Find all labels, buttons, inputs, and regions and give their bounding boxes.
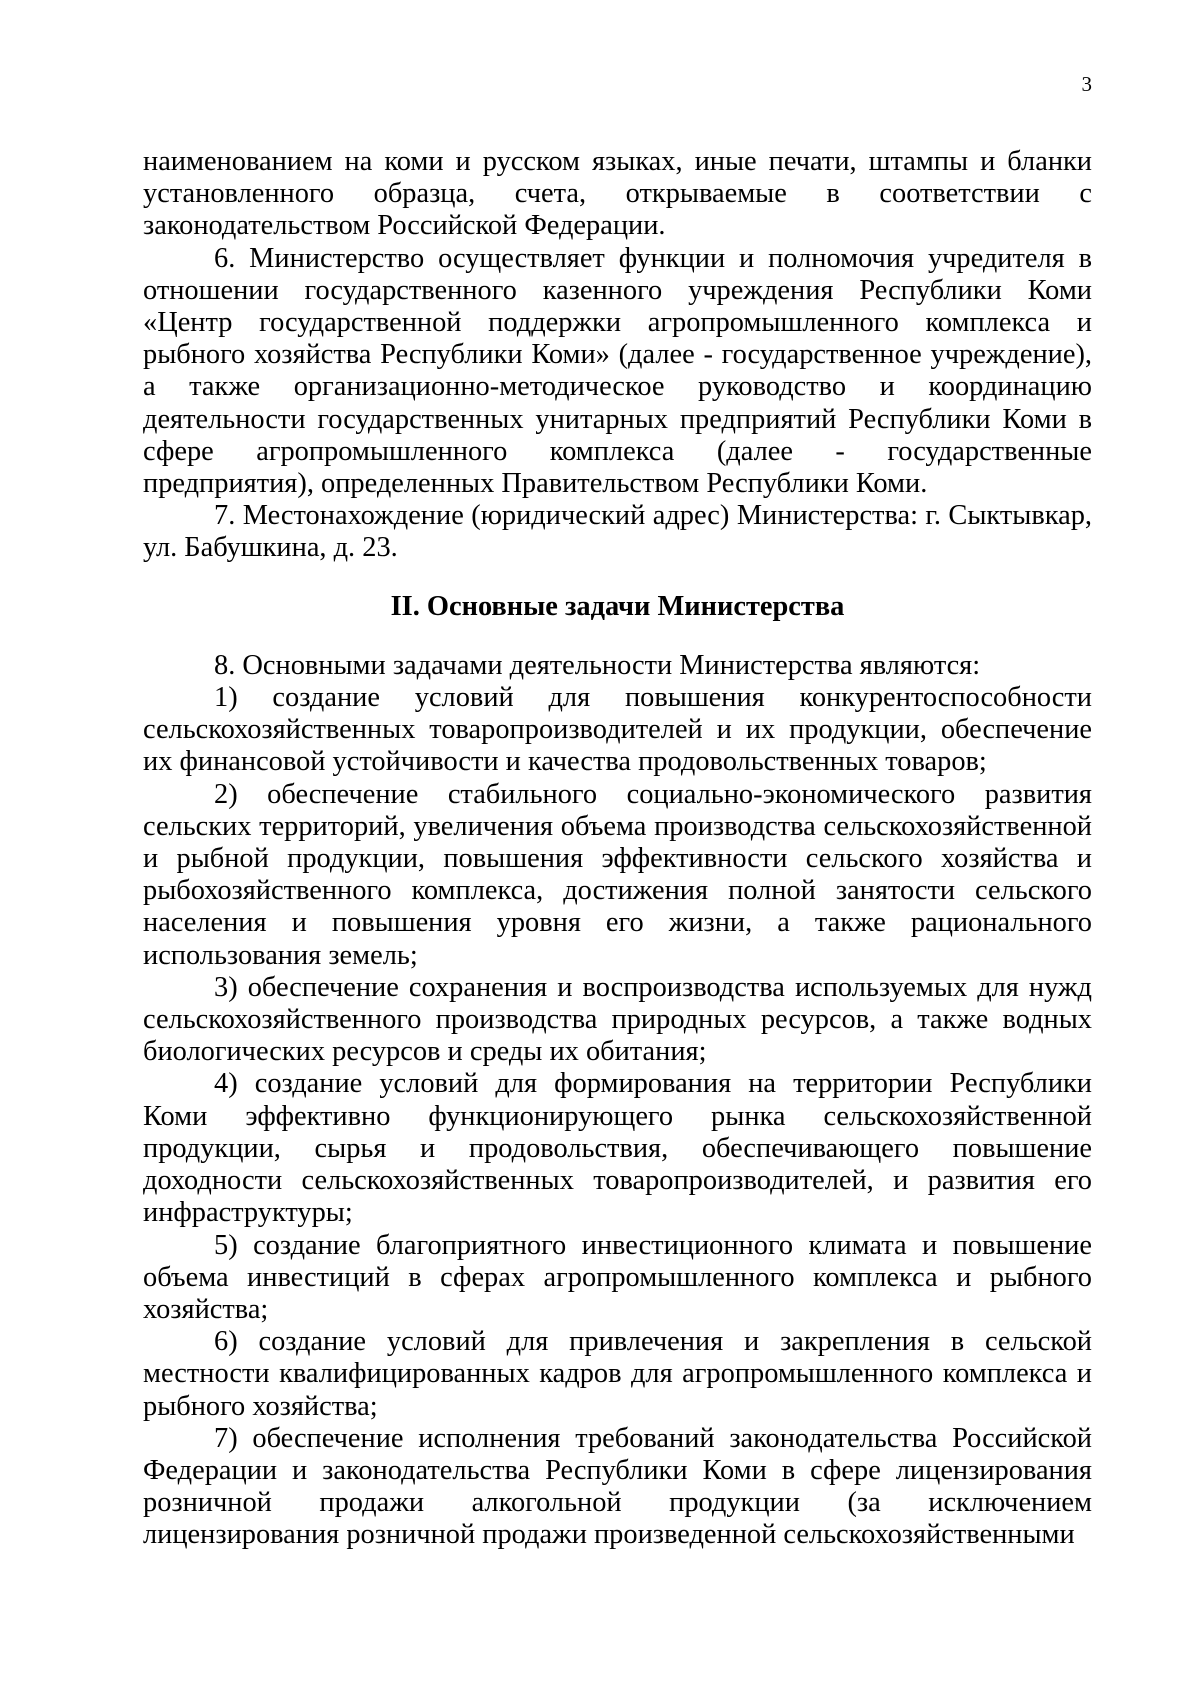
item-8-paragraph: 8. Основными задачами деятельности Министерства являются: — [214, 649, 981, 681]
page-number: 3 — [1081, 72, 1092, 96]
task-1-paragraph: 1) создание условий для повышения конкурентоспособности сельскохозяйственных товаропроизводителей и их продукции, обеспечение их финансовой устойчивости и качества продовольственных товаров; — [143, 682, 1092, 778]
task-7-paragraph: 7) обеспечение исполнения требований законодательства Российской Федерации и законодательства Республики Коми в сфере лицензирования розничной продажи алкогольной продукции (за исключением лицензирования розничной продажи произведенной сельскохозяйственными — [143, 1422, 1092, 1551]
task-5-paragraph: 5) создание благоприятного инвестиционного климата и повышение объема инвестиций в сферах агропромышленного комплекса и рыбного хозяйства; — [143, 1229, 1092, 1325]
task-4-paragraph: 4) создание условий для формирования на территории Республики Коми эффективно функционирующего рынка сельскохозяйственной продукции, сырья и продовольствия, обеспечивающего повышение доходности сельскохозяйственных товаропроизводителей, и развития его инфраструктуры; — [143, 1068, 1092, 1229]
item-7-paragraph: 7. Местонахождение (юридический адрес) Министерства: г. Сыктывкар, ул. Бабушкина, д. 23. — [143, 500, 1092, 564]
task-6-paragraph: 6) создание условий для привлечения и закрепления в сельской местности квалифицированных кадров для агропромышленного комплекса и рыбного хозяйства; — [143, 1326, 1092, 1422]
section-heading: II. Основные задачи Министерства — [390, 590, 845, 622]
intro-continuation-paragraph: наименованием на коми и русском языках, иные печати, штампы и бланки установленного образца, счета, открываемые в соответствии с законодательством Российской Федерации. — [143, 146, 1092, 242]
document-body — [143, 146, 1092, 1552]
task-2-paragraph: 2) обеспечение стабильного социально-экономического развития сельских территорий, увеличения объема производства сельскохозяйственной и рыбной продукции, повышения эффективности сельского хозяйства и рыбохозяйственного комплекса, достижения полной занятости сельского населения и повышения уровня его жизни, а также рационального использования земель; — [143, 778, 1092, 971]
task-3-paragraph: 3) обеспечение сохранения и воспроизводства используемых для нужд сельскохозяйственного производства природных ресурсов, а также водных биологических ресурсов и среды их обитания; — [143, 971, 1092, 1068]
item-6-paragraph: 6. Министерство осуществляет функции и полномочия учредителя в отношении государственного казенного учреждения Республики Коми «Центр государственной поддержки агропромышленного комплекса и рыбного хозяйства Республики Коми» (далее - государственное учреждение), а также организационно-методическое руководство и координацию деятельности государственных унитарных предприятий Республики Коми в сфере агропромышленного комплекса (далее - государственные предприятия), определенных Правительством Республики Коми. — [143, 242, 1092, 500]
